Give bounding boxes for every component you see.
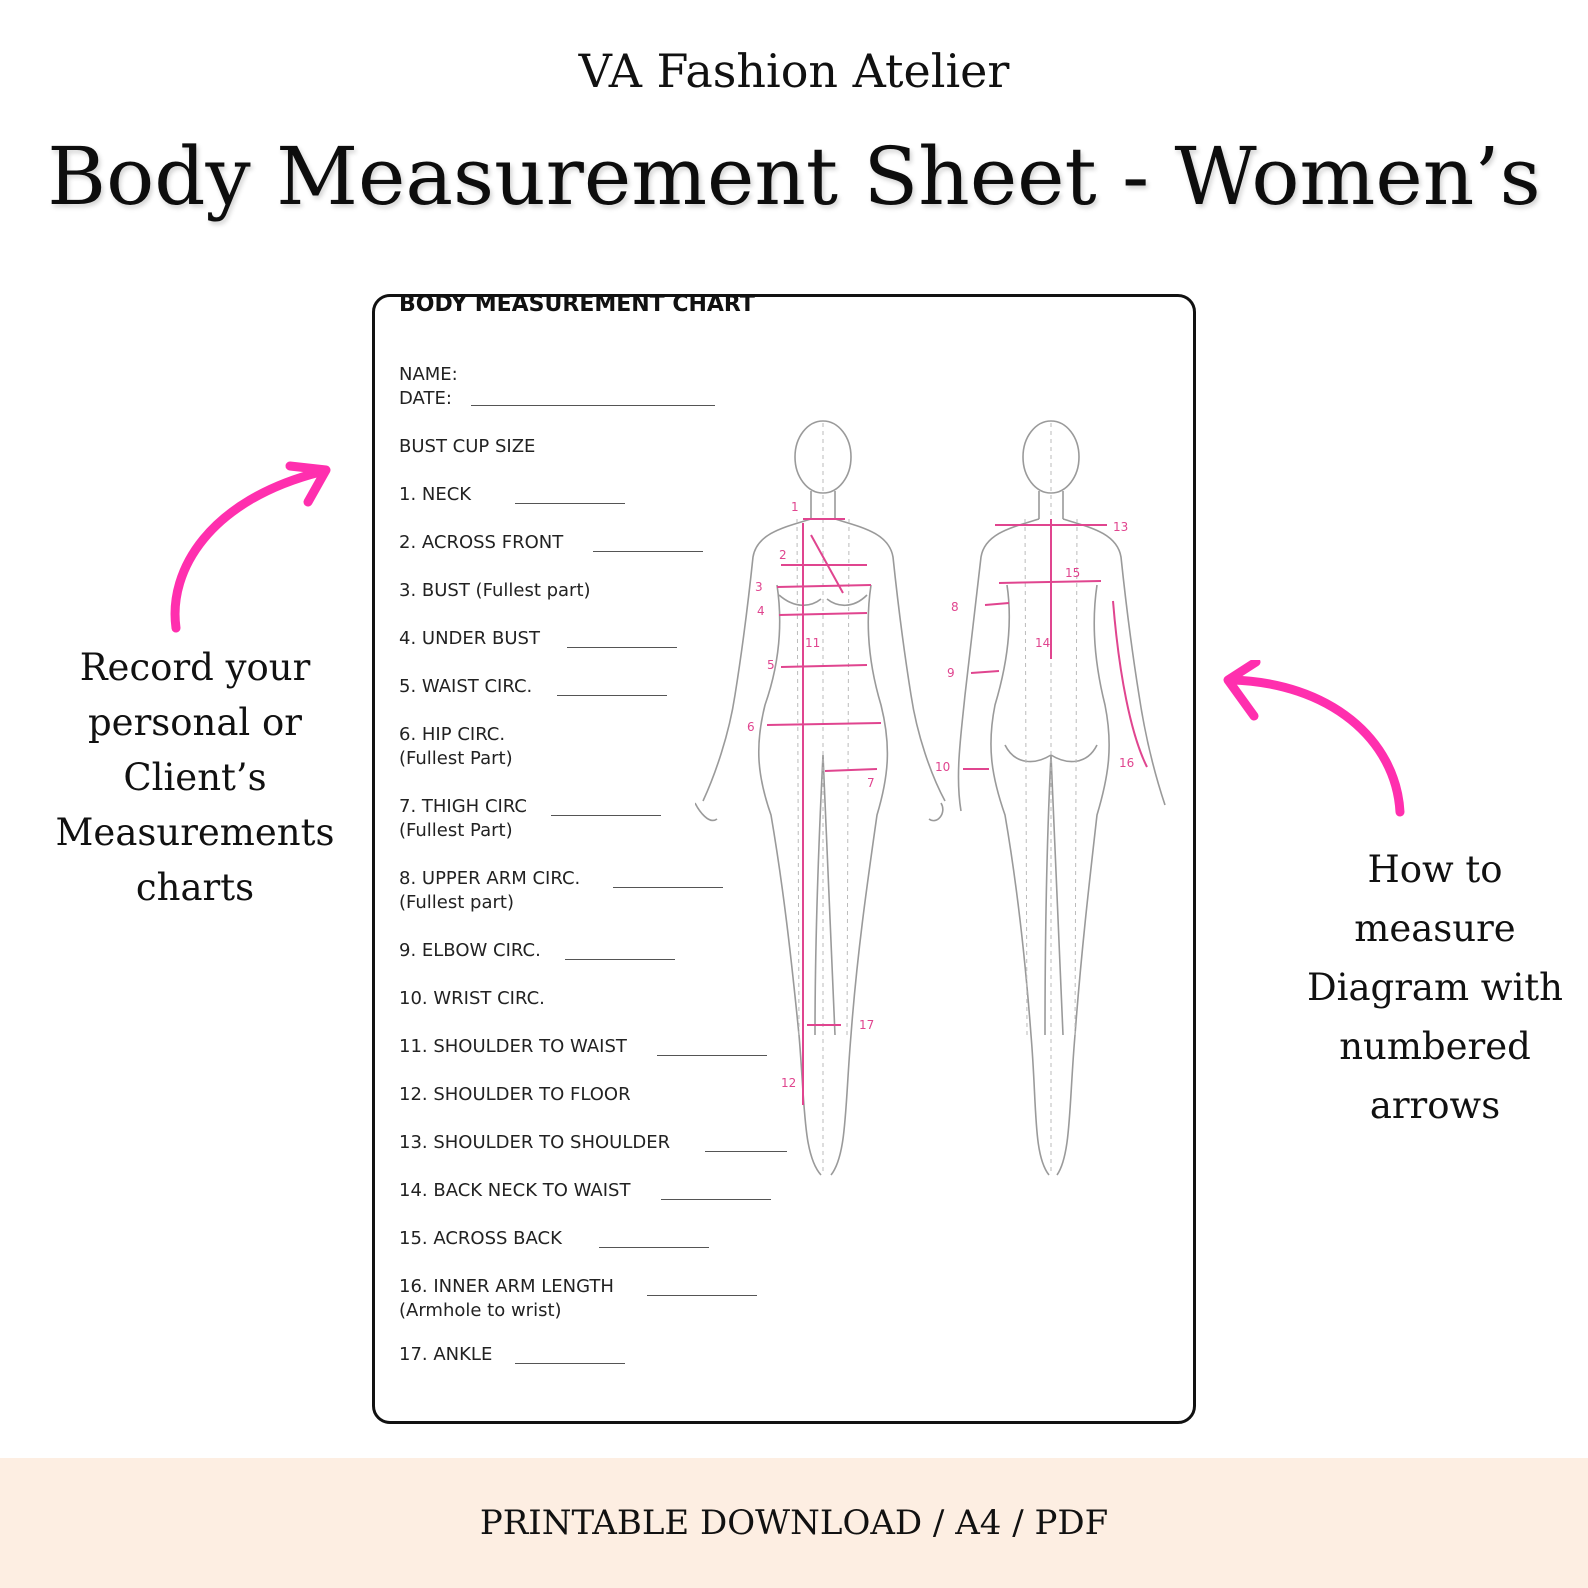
measurement-field-label (399, 1179, 630, 1203)
left-note-line: personal or (88, 701, 302, 744)
field-label-text: 1. NECK (399, 484, 472, 505)
field-label-text: 2. ACROSS FRONT (399, 532, 564, 553)
right-curved-arrow-icon (1220, 660, 1420, 820)
diagram-number-2: 2 (779, 548, 787, 562)
measurement-field-label (399, 1343, 492, 1367)
diagram-number-1: 1 (791, 500, 799, 514)
measurement-input-line[interactable] (551, 815, 661, 816)
footer-banner: PRINTABLE DOWNLOAD / A4 / PDF (0, 1458, 1588, 1588)
right-note-line: How to (1367, 848, 1503, 891)
field-label-text: 13. SHOULDER TO SHOULDER (399, 1132, 671, 1153)
diagram-number-9: 9 (947, 666, 955, 680)
measurement-input-line[interactable] (593, 551, 703, 552)
measurement-input-line[interactable] (661, 1199, 771, 1200)
field-label-text: 17. ANKLE (399, 1344, 493, 1365)
measurement-input-line[interactable] (647, 1295, 757, 1296)
date-input-line[interactable] (471, 405, 715, 406)
back-figure (958, 421, 1165, 1175)
diagram-number-3: 3 (755, 580, 763, 594)
diagram-number-5: 5 (767, 658, 775, 672)
measurement-field-label (399, 579, 591, 603)
field-label-text: 7. THIGH CIRC (399, 796, 527, 817)
field-label-text: 12. SHOULDER TO FLOOR (399, 1084, 631, 1105)
diagram-number-17: 17 (859, 1018, 875, 1032)
measurement-field-label (399, 1035, 627, 1059)
field-label-text: 14. BACK NECK TO WAIST (399, 1180, 631, 1201)
right-note-line: numbered (1339, 1025, 1531, 1068)
sheet-title: BODY MEASUREMENT CHART (399, 292, 755, 317)
field-label-text: 3. BUST (Fullest part) (399, 580, 591, 601)
measurement-field-label (399, 987, 545, 1011)
left-note-line: Record your (79, 646, 311, 689)
measurement-input-line[interactable] (565, 959, 675, 960)
field-label-text: 9. ELBOW CIRC. (399, 940, 541, 961)
field-label-text: 10. WRIST CIRC. (399, 988, 545, 1009)
field-label-subtext: (Fullest Part) (399, 820, 513, 841)
measurement-input-line[interactable] (599, 1247, 709, 1248)
field-label-text: 11. SHOULDER TO WAIST (399, 1036, 627, 1057)
measurement-sheet (372, 294, 1196, 1424)
field-label-subtext: (Fullest part) (399, 892, 514, 913)
left-note-line: charts (135, 866, 255, 909)
measurement-input-line[interactable] (557, 695, 667, 696)
measurement-input-line[interactable] (567, 647, 677, 648)
diagram-number-8: 8 (951, 600, 959, 614)
front-figure (695, 421, 945, 1175)
measurement-field-label (399, 1275, 614, 1323)
measurement-field-label (399, 867, 580, 915)
field-label-text: 6. HIP CIRC. (399, 724, 506, 745)
measurement-field-label (399, 675, 532, 699)
field-label-text: 4. UNDER BUST (399, 628, 540, 649)
diagram-number-16: 16 (1119, 756, 1135, 770)
left-note-line: Measurements (55, 811, 335, 854)
diagram-number-7: 7 (867, 776, 875, 790)
field-label-text: 8. UPPER ARM CIRC. (399, 868, 581, 889)
measurement-field-label (399, 939, 541, 963)
page-headline: Body Measurement Sheet - Women’s (47, 130, 1541, 223)
measurement-field-label (399, 723, 513, 771)
field-label-subtext: (Armhole to wrist) (399, 1300, 562, 1321)
measurement-field-label (399, 795, 527, 843)
right-note-line: measure (1354, 907, 1516, 950)
field-label-text: 16. INNER ARM LENGTH (399, 1276, 614, 1297)
measurement-field-label (399, 531, 563, 555)
figure-diagram (695, 415, 1195, 1185)
diagram-number-4: 4 (757, 604, 765, 618)
name-label: NAME: (399, 364, 458, 385)
diagram-number-6: 6 (747, 720, 755, 734)
brand-name: VA Fashion Atelier (578, 44, 1010, 98)
field-label-text: 5. WAIST CIRC. (399, 676, 533, 697)
diagram-number-14: 14 (1035, 636, 1051, 650)
diagram-number-10: 10 (935, 760, 951, 774)
measurement-field-label (399, 1131, 670, 1155)
field-label-text: 15. ACROSS BACK (399, 1228, 562, 1249)
right-note (1270, 840, 1588, 1135)
right-note-line: arrows (1369, 1084, 1501, 1127)
diagram-number-15: 15 (1065, 566, 1081, 580)
measurement-input-line[interactable] (515, 1363, 625, 1364)
measurement-input-line[interactable] (515, 503, 625, 504)
measurement-field-label (399, 627, 540, 651)
measurement-numbers (747, 500, 1134, 1090)
field-label-subtext: (Fullest Part) (399, 748, 513, 769)
diagram-number-12: 12 (781, 1076, 797, 1090)
left-note (30, 640, 360, 915)
measurement-field-label (399, 1083, 631, 1107)
right-note-line: Diagram with (1306, 966, 1564, 1009)
diagram-number-13: 13 (1113, 520, 1129, 534)
left-note-line: Client’s (123, 756, 267, 799)
date-label: DATE: (399, 388, 452, 409)
left-curved-arrow-icon (160, 450, 350, 640)
diagram-number-11: 11 (805, 636, 821, 650)
measurement-field-label (399, 1227, 562, 1251)
measurement-field-label (399, 483, 471, 507)
cup-size-label: BUST CUP SIZE (399, 436, 536, 457)
